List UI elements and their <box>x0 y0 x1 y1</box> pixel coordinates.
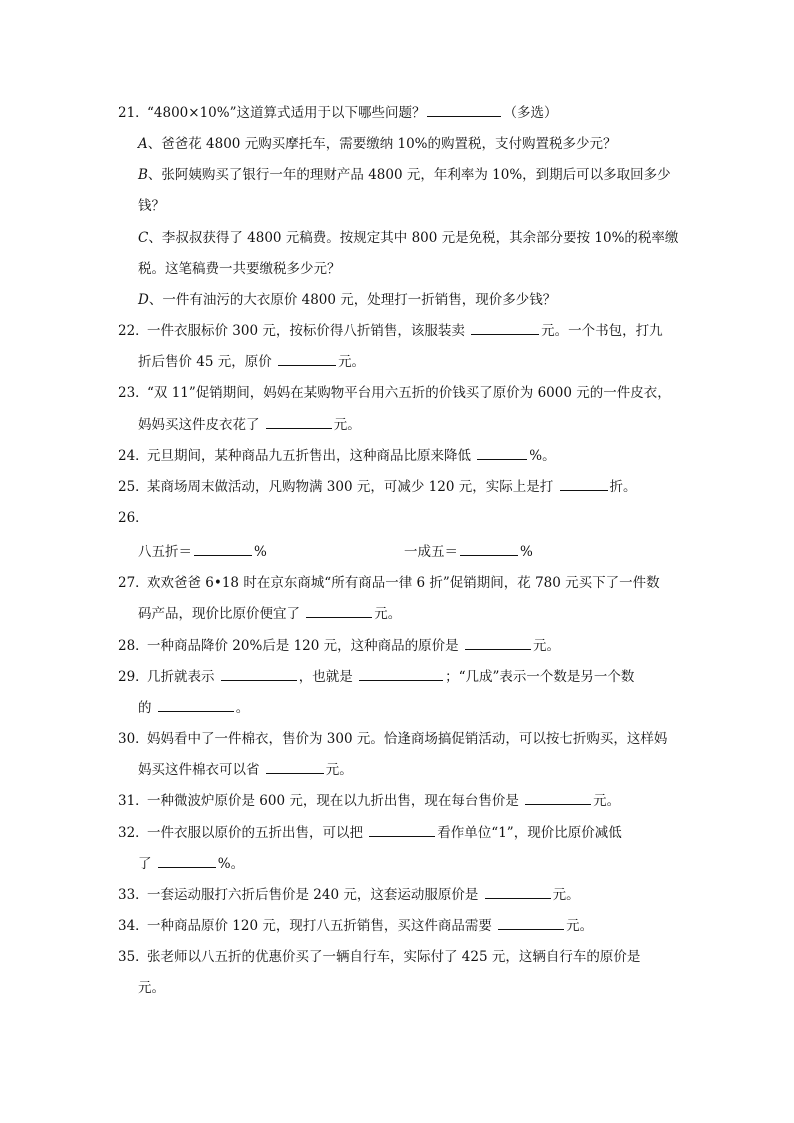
question-text: 元。 <box>338 354 366 370</box>
option-text: 、爸爸花 4800 元购买摩托车，需要缴纳 10%的购置税，支付购置税多少元？ <box>147 136 617 152</box>
question-text: %。 <box>217 856 245 872</box>
question-number: 26． <box>118 510 149 526</box>
question-text: 妈妈买这件皮衣花了 <box>138 417 264 433</box>
question-text: 张老师以八五折的优惠价买了一辆自行车，实际付了 425 元，这辆自行车的原价是 <box>147 949 641 965</box>
question-text: 。 <box>235 700 250 716</box>
answer-blank[interactable] <box>525 790 591 805</box>
option-letter: B <box>138 167 148 183</box>
question-27-continued <box>0 603 794 625</box>
question-text: 妈买这件棉衣可以省 <box>138 762 264 778</box>
question-text: 了 <box>138 856 156 872</box>
answer-blank[interactable] <box>221 666 297 681</box>
question-text: 元。 <box>138 980 165 996</box>
answer-blank[interactable] <box>427 102 501 117</box>
option-text: 钱？ <box>138 198 165 214</box>
question-number: 24． <box>118 448 149 464</box>
option-c-continued <box>0 258 794 280</box>
question-text: 欢欢爸爸 6•18 时在京东商城“所有商品一律 6 折”促销期间，花 780 元买下了一件数 <box>147 575 660 591</box>
answer-blank[interactable] <box>278 351 336 366</box>
question-text: 一种商品原价 120 元，现打八五折销售，买这件商品需要 <box>147 918 497 934</box>
question-number: 34． <box>118 918 149 934</box>
question-35-continued <box>0 977 794 999</box>
question-31 <box>0 790 794 812</box>
question-30 <box>0 728 794 750</box>
question-25 <box>0 476 794 498</box>
question-text: （多选） <box>503 105 558 121</box>
question-text: 元。 <box>593 793 621 809</box>
option-text: 税。这笔稿费一共要缴税多少元？ <box>138 261 341 277</box>
question-text: 一种微波炉原价是 600 元，现在以九折出售，现在每台售价是 <box>147 793 524 809</box>
answer-blank[interactable] <box>369 822 435 837</box>
question-text: 一成五＝ <box>404 544 458 560</box>
answer-blank[interactable] <box>158 697 234 712</box>
option-text: 、一件有油污的大衣原价 4800 元，处理打一折销售，现价多少钱？ <box>148 292 557 308</box>
question-21 <box>0 102 794 124</box>
question-30-continued <box>0 759 794 781</box>
question-22-continued <box>0 351 794 373</box>
question-number: 32． <box>118 825 149 841</box>
question-text: 看作单位“1”，现价比原价减低 <box>437 825 622 841</box>
option-b-continued <box>0 195 794 217</box>
question-text: 元旦期间，某种商品九五折售出，这种商品比原来降低 <box>147 448 476 464</box>
option-a <box>0 133 794 155</box>
question-number: 27． <box>118 575 149 591</box>
option-b <box>0 164 794 186</box>
question-23 <box>0 382 794 404</box>
question-text: 一种商品降价 20%后是 120 元，这种商品的原价是 <box>147 638 463 654</box>
question-number: 22． <box>118 323 149 339</box>
question-text: % <box>520 544 533 560</box>
question-32-continued <box>0 853 794 875</box>
question-35 <box>0 946 794 968</box>
question-32 <box>0 822 794 844</box>
question-text: ，也就是 <box>298 669 358 685</box>
question-text: %。 <box>529 448 556 464</box>
answer-blank[interactable] <box>194 541 252 556</box>
option-letter: A <box>138 136 148 152</box>
answer-blank[interactable] <box>485 884 551 899</box>
question-number: 35． <box>118 949 149 965</box>
answer-blank[interactable] <box>560 476 608 491</box>
answer-blank[interactable] <box>359 666 443 681</box>
question-34 <box>0 915 794 937</box>
option-text: 、李叔叔获得了 4800 元稿费。按规定其中 800 元是免税，其余部分要按 10%的税率缴 <box>148 230 679 246</box>
question-number: 31． <box>118 793 149 809</box>
question-text: ；“几成”表示一个数是另一个数 <box>445 669 635 685</box>
question-number: 30． <box>118 731 149 747</box>
question-text: 元。 <box>566 918 594 934</box>
question-text: 折。 <box>609 479 637 495</box>
question-number: 29． <box>118 669 149 685</box>
answer-blank[interactable] <box>471 320 539 335</box>
question-text: 一套运动服打六折后售价是 240 元，这套运动服原价是 <box>147 887 483 903</box>
question-number: 33． <box>118 887 149 903</box>
option-text: 、张阿姨购买了银行一年的理财产品 4800 元，年利率为 10%，到期后可以多取回多少 <box>147 167 671 183</box>
question-text: 元。 <box>552 887 580 903</box>
question-text: 元。 <box>374 606 402 622</box>
answer-blank[interactable] <box>460 541 518 556</box>
question-text: 某商场周末做活动，凡购物满 300 元，可减少 120 元，实际上是打 <box>147 479 558 495</box>
answer-blank[interactable] <box>158 853 216 868</box>
question-27 <box>0 572 794 594</box>
question-text: % <box>254 544 267 560</box>
question-text: 折后售价 45 元，原价 <box>138 354 277 370</box>
question-text: “双 11”促销期间，妈妈在某购物平台用六五折的价钱买了原价为 6000 元的一件皮衣， <box>147 385 671 401</box>
question-26 <box>0 507 794 529</box>
question-26-row <box>0 541 794 563</box>
question-29-continued <box>0 697 794 719</box>
question-text: 元。 <box>333 417 361 433</box>
question-text: 的 <box>138 700 156 716</box>
question-23-continued <box>0 414 794 436</box>
option-letter: D <box>138 292 149 308</box>
question-28 <box>0 635 794 657</box>
question-text: 八五折＝ <box>138 544 192 560</box>
question-number: 23． <box>118 385 149 401</box>
question-text: 元。一个书包，打九 <box>541 323 663 339</box>
question-text: 几折就表示 <box>147 669 219 685</box>
answer-blank[interactable] <box>306 603 372 618</box>
question-number: 28． <box>118 638 149 654</box>
question-29 <box>0 666 794 688</box>
answer-blank[interactable] <box>266 414 332 429</box>
answer-blank[interactable] <box>266 759 324 774</box>
option-letter: C <box>138 230 149 246</box>
answer-blank[interactable] <box>498 915 564 930</box>
answer-blank[interactable] <box>465 635 531 650</box>
option-d <box>0 289 794 311</box>
question-text: 元。 <box>532 638 560 654</box>
question-text: 妈妈看中了一件棉衣，售价为 300 元。恰逢商场搞促销活动，可以按七折购买，这样妈 <box>147 731 668 747</box>
question-text: 元。 <box>325 762 353 778</box>
question-number: 25． <box>118 479 149 495</box>
question-number: 21． <box>118 105 149 121</box>
question-text: 码产品，现价比原价便宜了 <box>138 606 305 622</box>
question-text: 一件衣服标价 300 元，按标价得八折销售，该服装卖 <box>147 323 470 339</box>
question-33 <box>0 884 794 906</box>
question-22 <box>0 320 794 342</box>
question-24 <box>0 445 794 467</box>
question-text: “4800×10%”这道算式适用于以下哪些问题？ <box>147 105 426 121</box>
answer-blank[interactable] <box>477 445 527 460</box>
question-text: 一件衣服以原价的五折出售，可以把 <box>147 825 368 841</box>
option-c <box>0 227 794 249</box>
